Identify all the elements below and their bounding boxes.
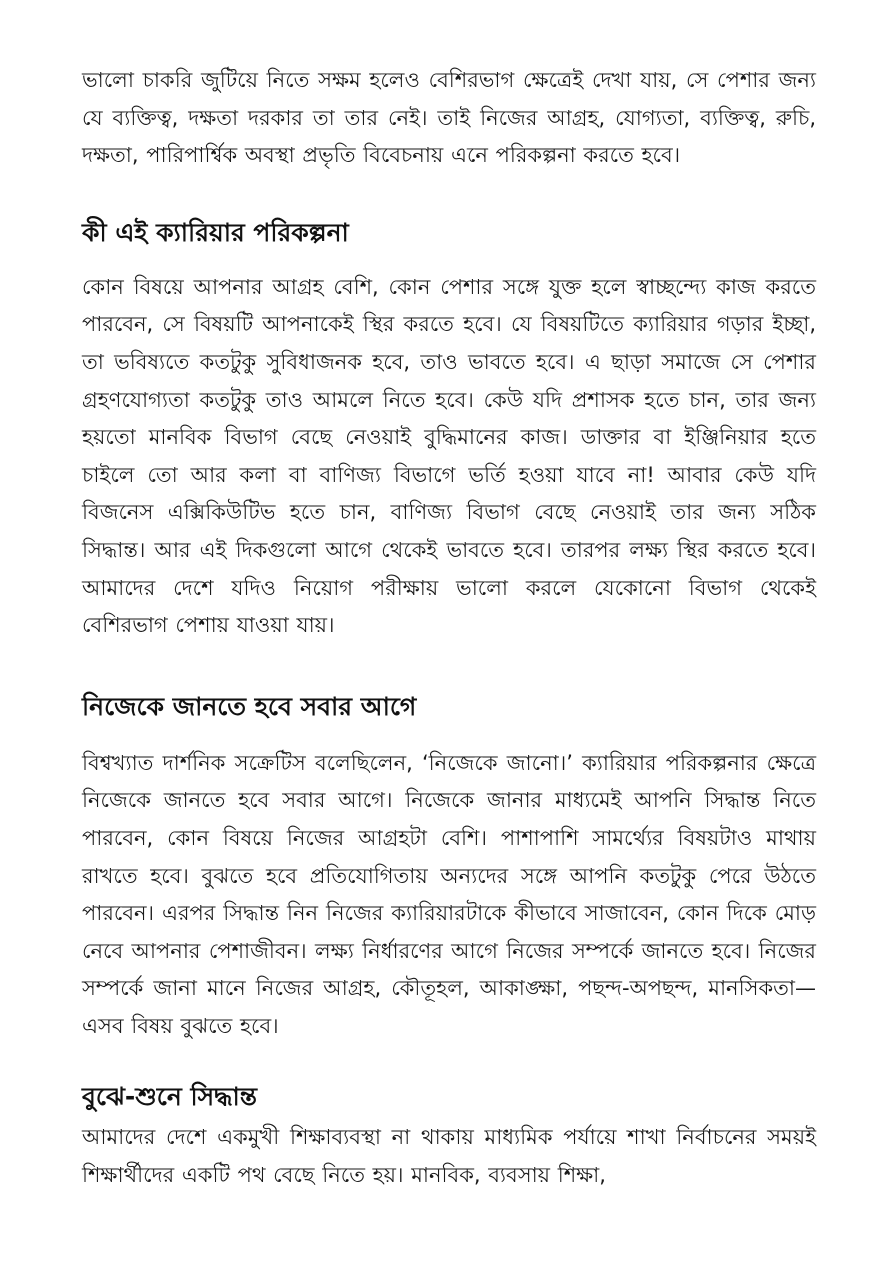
section-heading-know-yourself: নিজেকে জানতে হবে সবার আগে (82, 691, 417, 721)
section-heading-informed-decision: বুঝে-শুনে সিদ্ধান্ত (82, 1082, 257, 1112)
section-body-career-planning: কোন বিষয়ে আপনার আগ্রহ বেশি, কোন পেশার সঙ্গে যুক্ত হলে স্বাচ্ছন্দ্যে কাজ করতে পারবেন, সে বিষয়টি আপনাকেই স্থির করতে হবে। যে বিষয়টিতে ক্যারিয়ার গড়ার ইচ্ছা, তা ভবিষ্যতে কতটুকু সুবিধাজনক হবে, তাও ভাবতে হবে। এ ছাড়া সমাজে সে পেশার গ্রহণযোগ্যতা কতটুকু তাও আমলে নিতে হবে। কেউ যদি প্রশাসক হতে চান, তার জন্য হয়তো মানবিক বিভাগ বেছে নেওয়াই বুদ্ধিমানের কাজ। ডাক্তার বা ইঞ্জিনিয়ার হতে চাইলে তো আর কলা বা বাণিজ্য বিভাগে ভর্তি হওয়া যাবে না! আবার কেউ যদি বিজনেস এক্সিকিউটিভ হতে চান, বাণিজ্য বিভাগ বেছে নেওয়াই তার জন্য সঠিক সিদ্ধান্ত। আর এই দিকগুলো আগে থেকেই ভাবতে হবে। তারপর লক্ষ্য স্থির করতে হবে। আমাদের দেশে যদিও নিয়োগ পরীক্ষায় ভালো করলে যেকোনো বিভাগ থেকেই বেশিরভাগ পেশায় যাওয়া যায়। (82, 274, 816, 638)
section-body-informed-decision: আমাদের দেশে একমুখী শিক্ষাব্যবস্থা না থাকায় মাধ্যমিক পর্যায়ে শাখা নির্বাচনের সময়ই শিক্ষার্থীদের একটি পথ বেছে নিতে হয়। মানবিক, ব্যবসায় শিক্ষা, (82, 1125, 816, 1188)
intro-paragraph: ভালো চাকরি জুটিয়ে নিতে সক্ষম হলেও বেশিরভাগ ক্ষেত্রেই দেখা যায়, সে পেশার জন্য যে ব্যক্তিত্ব, দক্ষতা দরকার তা তার নেই। তাই নিজের আগ্রহ, যোগ্যতা, ব্যক্তিত্ব, রুচি, দক্ষতা, পারিপার্শ্বিক অবস্থা প্রভৃতি বিবেচনায় এনে পরিকল্পনা করতে হবে। (82, 68, 816, 168)
section-heading-career-planning: কী এই ক্যারিয়ার পরিকল্পনা (82, 217, 349, 247)
section-body-know-yourself: বিশ্বখ্যাত দার্শনিক সক্রেটিস বলেছিলেন, ‘নিজেকে জানো।’ ক্যারিয়ার পরিকল্পনার ক্ষেত্রে নিজেকে জানতে হবে সবার আগে। নিজেকে জানার মাধ্যমেই আপনি সিদ্ধান্ত নিতে পারবেন, কোন বিষয়ে নিজের আগ্রহটা বেশি। পাশাপাশি সামর্থ্যের বিষয়টাও মাথায় রাখতে হবে। বুঝতে হবে প্রতিযোগিতায় অন্যদের সঙ্গে আপনি কতটুকু পেরে উঠতে পারবেন। এরপর সিদ্ধান্ত নিন নিজের ক্যারিয়ারটাকে কীভাবে সাজাবেন, কোন দিকে মোড় নেবে আপনার পেশাজীবন। লক্ষ্য নির্ধারণের আগে নিজের সম্পর্কে জানতে হবে। নিজের সম্পর্কে জানা মানে নিজের আগ্রহ, কৌতূহল, আকাঙ্ক্ষা, পছন্দ-অপছন্দ, মানসিকতা— এসব বিষয় বুঝতে হবে। (82, 750, 816, 1038)
